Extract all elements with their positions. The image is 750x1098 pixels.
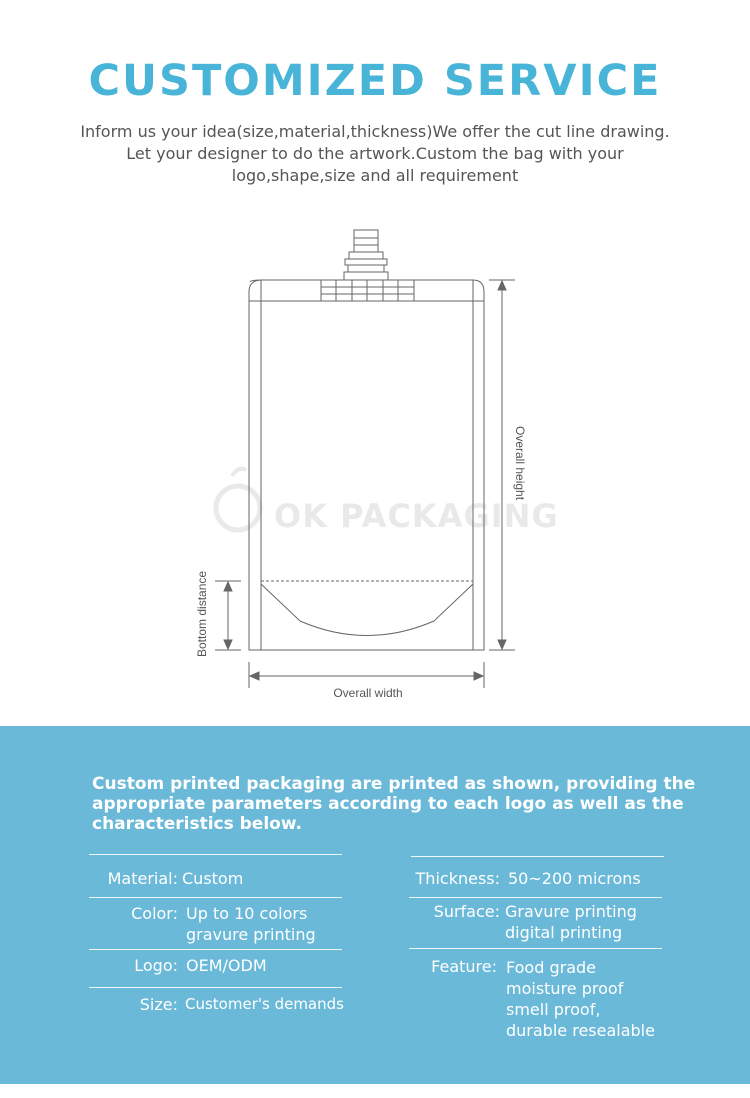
specs-intro-line: appropriate parameters according to each logo as well as the	[92, 794, 684, 814]
specs-panel	[0, 726, 750, 1084]
spec-label-thickness: Thickness:	[415, 869, 500, 888]
specs-intro-line: Custom printed packaging are printed as shown, providing the	[92, 774, 696, 794]
spec-label-size: Size:	[139, 995, 178, 1014]
spec-value-feature: Food grade	[506, 958, 596, 977]
spec-value-feature: durable resealable	[506, 1021, 655, 1040]
divider	[409, 897, 662, 898]
spout-cap	[354, 230, 378, 252]
specs-intro	[92, 774, 696, 834]
spec-value-feature: smell proof,	[506, 1000, 601, 1019]
spec-value-surface: Gravure printing	[505, 902, 637, 921]
spec-label-feature: Feature:	[431, 957, 497, 976]
spec-value-color: Up to 10 colors	[186, 904, 308, 923]
watermark	[216, 469, 559, 535]
spec-value-thickness: 50~200 microns	[508, 869, 641, 888]
height-dimension	[489, 280, 515, 650]
watermark-logo-icon	[216, 486, 260, 530]
spec-label-material: Material:	[107, 869, 178, 888]
intro-line: Inform us your idea(size,material,thickness)We offer the cut line drawing.	[80, 122, 670, 141]
spec-label-surface: Surface:	[433, 902, 500, 921]
specs-intro-line: characteristics below.	[92, 814, 302, 834]
divider	[89, 987, 342, 988]
divider	[409, 948, 662, 949]
spec-label-color: Color:	[131, 904, 178, 923]
watermark-text: OK PACKAGING	[274, 497, 559, 535]
spec-value-feature: moisture proof	[506, 979, 624, 998]
bottom-distance-dimension	[215, 581, 241, 650]
spec-value-material: Custom	[182, 869, 244, 888]
page-title: CUSTOMIZED SERVICE	[88, 56, 662, 106]
width-dimension	[249, 662, 484, 688]
width-label: Overall width	[333, 686, 403, 700]
divider	[89, 897, 342, 898]
divider	[89, 854, 342, 855]
spec-label-logo: Logo:	[134, 956, 178, 975]
spec-value-size: Customer's demands	[185, 995, 344, 1013]
spout	[344, 230, 388, 280]
intro-line: Let your designer to do the artwork.Custom the bag with your	[126, 144, 624, 163]
pouch-outline	[249, 280, 484, 650]
height-label: Overall height	[513, 426, 527, 501]
divider	[89, 949, 342, 950]
divider	[411, 856, 664, 857]
intro-line: logo,shape,size and all requirement	[231, 166, 519, 185]
bottom-distance-label: Bottom distance	[195, 570, 209, 657]
spec-value-color: gravure printing	[186, 925, 316, 944]
spec-value-logo: OEM/ODM	[186, 956, 267, 975]
spec-value-surface: digital printing	[505, 923, 623, 942]
